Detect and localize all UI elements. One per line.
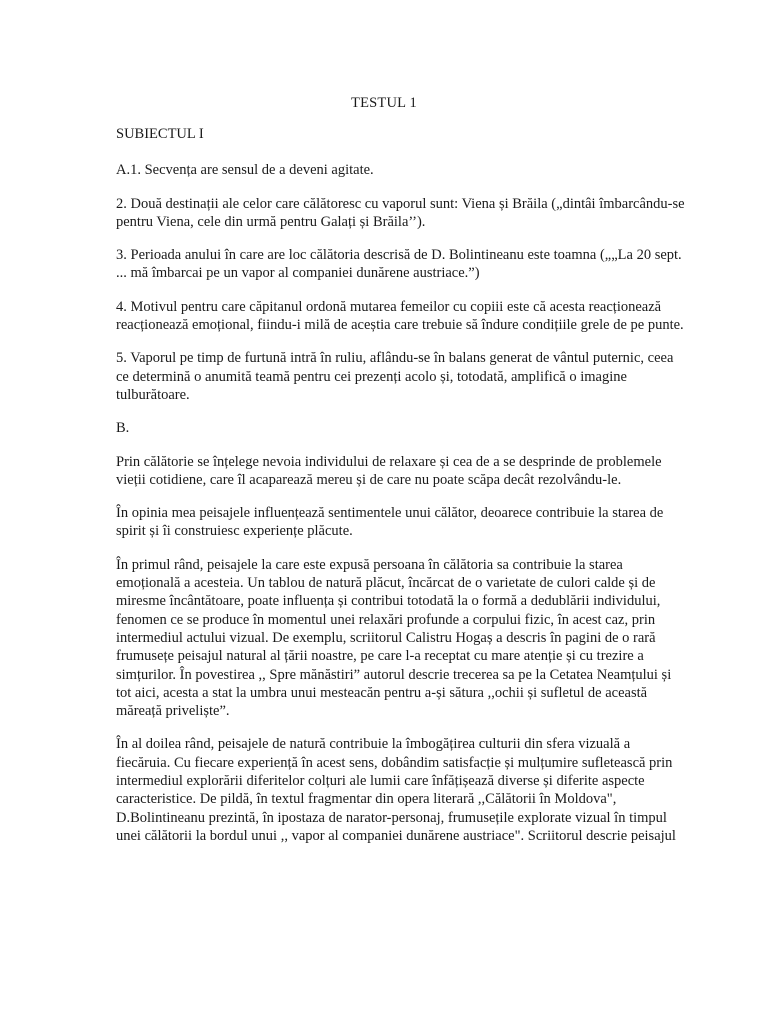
answer-4: 4. Motivul pentru care căpitanul ordonă mutarea femeilor cu copiii este că acesta reacționează reacționează emoțional, fiindu-i milă de aceștia care trebuie să îndure condițiile grele de pe punte. <box>116 298 684 334</box>
essay-paragraph-intro: Prin călătorie se înțelege nevoia individului de relaxare și cea de a se desprinde de problemele vieții cotidiene, care îl acaparează mereu și de care nu poate scăpa decât rezolvându-le. <box>116 453 662 488</box>
document-body <box>116 125 688 860</box>
answer-a1: A.1. Secvența are sensul de a deveni agitate. <box>116 162 374 179</box>
essay-paragraph-argument-1: În primul rând, peisajele la care este expusă persoana în călătoria sa contribuie la starea emoțională a acesteia. Un tablou de natură plăcut, încărcat de o varietate de culori calde și de miresme încântătoare, poate influența și contribui totodată la o formă a dedublării individului, fenomen ce se produce în momentul unei relaxări profunde a corpului fizic, în acest caz, prin intermediul actului vizual. De exemplu, scriitorul Calistru Hogaș a descris în pagini de o rară frumusețe peisajul natural al țării noastre, pe care l-a receptat cu mare atenție și cu trezire a simțurilor. În povestirea ,, Spre mănăstiri” autorul descrie trecerea sa pe la Cetatea Neamțului și tot aici, acesta a stat la umbra unui mesteacăn pentru a-și sătura ,,ochii și sufletul de această măreață priveliște”. <box>116 556 672 720</box>
essay-paragraph-argument-2: În al doilea rând, peisajele de natură contribuie la îmbogățirea culturii din sfera vizuală a fiecăruia. Cu fiecare experiență în acest sens, dobândim satisfacție și mulțumire sufletească prin intermediul explorării diferitelor colțuri ale lumii care înfățișează diverse și diferite aspecte caracteristice. De pildă, în textul fragmentar din opera literară ,,Călătorii în Moldova", D.Bolintineanu prezintă, în ipostaza de narator-personaj, frumusețile explorate vizual în timpul unei călătorii la bordul unui ,, vapor al companiei dunărene austriace". Scriitorul descrie peisajul <box>116 736 676 844</box>
section-heading: SUBIECTUL I <box>116 126 204 142</box>
answer-3: 3. Perioada anului în care are loc călătoria descrisă de D. Bolintineanu este toamna („„La 20 sept. ... mă îmbarcai pe un vapor al companiei dunărene austriace.”) <box>116 247 682 282</box>
answer-2: 2. Două destinații ale celor care călătoresc cu vaporul sunt: Viena și Brăila („dintâi îmbarcându-se pentru Viena, cele din urmă pentru Galați și Brăila’’). <box>116 195 685 230</box>
part-b-label: B. <box>116 420 130 437</box>
essay-paragraph-thesis: În opinia mea peisajele influențează sentimentele unui călător, deoarece contribuie la starea de spirit și îi construiesc experiențe plăcute. <box>116 505 664 540</box>
document-title: TESTUL 1 <box>351 95 417 111</box>
answer-5: 5. Vaporul pe timp de furtună intră în ruliu, aflându-se în balans generat de vântul puternic, ceea ce determină o anumită teamă pentru cei prezenți acolo și, totodată, amplifică o imagine tulburătoare. <box>116 350 674 403</box>
